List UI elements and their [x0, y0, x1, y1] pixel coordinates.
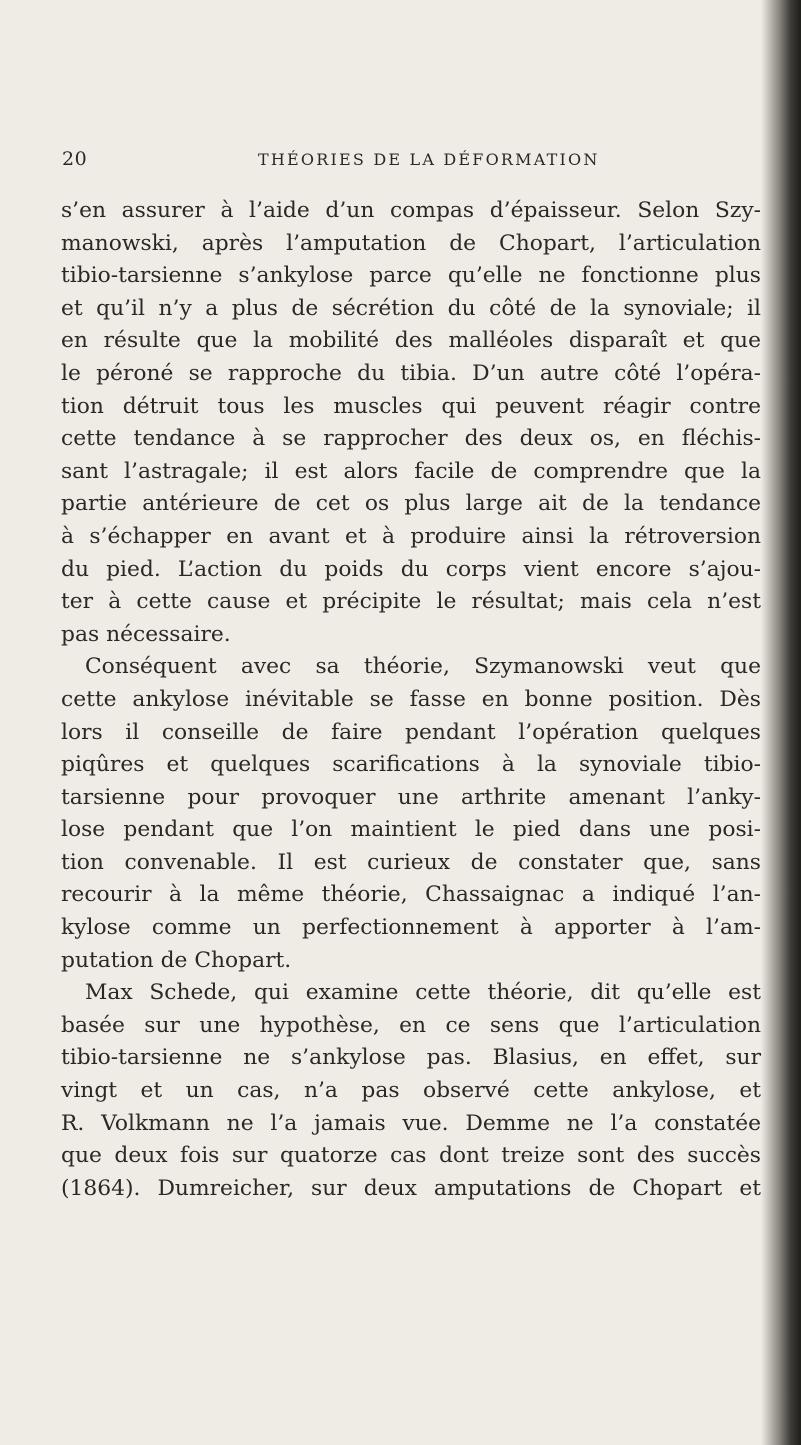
page-number: 20 — [62, 148, 88, 170]
text-line: que deux fois sur quatorze cas dont treize sont des succès — [61, 1143, 761, 1169]
text-line: du pied. L’action du poids du corps vient encore s’ajou- — [61, 556, 761, 582]
text-line: s’en assurer à l’aide d’un compas d’épaisseur. Selon Szy- — [61, 198, 761, 223]
text-line: le péroné se rapproche du tibia. D’un autre côté l’opéra- — [61, 360, 761, 386]
text-line: sant l’astragale; il est alors facile de comprendre que la — [61, 458, 761, 484]
text-line: pas nécessaire. — [61, 621, 231, 647]
page-header — [62, 148, 762, 176]
page-edge-shadow — [761, 0, 801, 1445]
text-line: Conséquent avec sa théorie, Szymanowski veut que — [85, 654, 761, 680]
text-line: vingt et un cas, n’a pas observé cette ankylose, et — [61, 1078, 761, 1104]
text-line: lose pendant que l’on maintient le pied dans une posi- — [61, 817, 761, 843]
body-text — [61, 195, 761, 1205]
text-line: en résulte que la mobilité des malléoles disparaît et que — [61, 328, 761, 354]
text-line: R. Volkmann ne l’a jamais vue. Demme ne l’a constatée — [61, 1110, 761, 1136]
text-line: tarsienne pour provoquer une arthrite amenant l’anky- — [61, 784, 761, 810]
text-line: tion détruit tous les muscles qui peuvent réagir contre — [61, 393, 761, 419]
text-line: à s’échapper en avant et à produire ainsi la rétroversion — [61, 523, 761, 549]
text-line: putation de Chopart. — [61, 947, 292, 973]
text-line: piqûres et quelques scarifications à la synoviale tibio- — [61, 752, 761, 778]
text-line: partie antérieure de cet os plus large ait de la tendance — [61, 491, 761, 517]
text-line: cette tendance à se rapprocher des deux os, en fléchis- — [61, 426, 761, 452]
text-line: tion convenable. Il est curieux de constater que, sans — [61, 849, 761, 875]
text-line: (1864). Dumreicher, sur deux amputations de Chopart et — [61, 1175, 761, 1201]
text-line: manowski, après l’amputation de Chopart, l’articulation — [61, 230, 761, 256]
text-line: basée sur une hypothèse, en ce sens que l’articulation — [61, 1012, 761, 1038]
text-line: Max Schede, qui examine cette théorie, dit qu’elle est — [85, 980, 761, 1006]
text-line: recourir à la même théorie, Chassaignac a indiqué l’an- — [61, 882, 761, 908]
text-line: et qu’il n’y a plus de sécrétion du côté de la synoviale; il — [61, 295, 761, 321]
text-line: lors il conseille de faire pendant l’opération quelques — [61, 719, 761, 745]
text-line: ter à cette cause et précipite le résultat; mais cela n’est — [61, 589, 761, 615]
text-line: cette ankylose inévitable se fasse en bonne position. Dès — [61, 686, 761, 712]
text-line: tibio-tarsienne s’ankylose parce qu’elle ne fonctionne plus — [61, 263, 761, 289]
running-title: THÉORIES DE LA DÉFORMATION — [258, 150, 600, 169]
text-line: kylose comme un perfectionnement à apporter à l’am- — [61, 915, 761, 941]
text-line: tibio-tarsienne ne s’ankylose pas. Blasius, en effet, sur — [61, 1045, 761, 1071]
